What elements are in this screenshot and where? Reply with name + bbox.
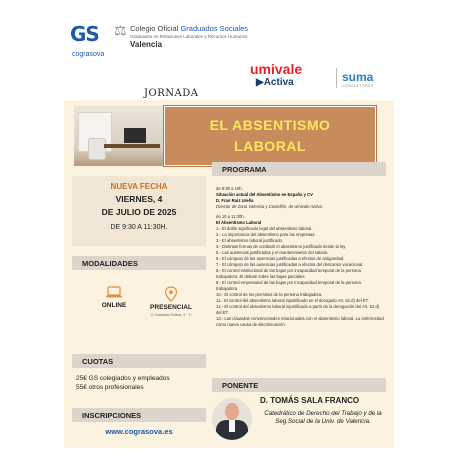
laptop-icon xyxy=(105,286,123,298)
event-type-label: JORNADA xyxy=(144,88,199,99)
program-schedule xyxy=(216,186,384,328)
program-item: 11.- El control del absentismo laboral injustificado en el derogado Art. 52.d) del ET. xyxy=(216,298,369,303)
program-item: 9.- El control empresarial de las bajas por incapacidad temporal de la persona trabajadora. xyxy=(216,280,361,291)
location-pin-icon xyxy=(164,286,178,302)
new-date-tag: NUEVA FECHA xyxy=(110,182,168,191)
program-item: 13.- Las cláusulas convencionales relacionadas con el absentismo laboral. La enfermedad como nueva causa de discriminación. xyxy=(216,316,384,327)
date-box xyxy=(72,176,206,246)
cuota-colegiados: 25€ GS colegiados y empleados xyxy=(76,375,170,382)
activa-arrow-icon: ▶ xyxy=(256,77,264,88)
org-title: Colegio Oficial Graduados Sociales xyxy=(130,24,248,33)
inscripciones-heading: INSCRIPCIONES xyxy=(72,408,206,422)
speaker-photo xyxy=(212,398,252,440)
session1-speaker-role: Director de Zona Valencia y Castellón, de Umivale Activa. xyxy=(216,204,323,209)
event-day: VIERNES, 4 xyxy=(115,194,163,204)
program-item: 3.- El absentismo laboral justificado. xyxy=(216,238,284,243)
cuota-otros: 55€ otros profesionales xyxy=(76,384,144,391)
program-item: 1.- El doble significado legal del absentismo laboral. xyxy=(216,226,313,231)
event-title-line2: LABORAL xyxy=(234,138,306,154)
cuotas-details xyxy=(76,374,170,392)
program-item: 6.- El cómputo de las ausencias justificadas a efectos de antigüedad. xyxy=(216,256,345,261)
scales-icon: ⚖ xyxy=(114,22,127,38)
umivale-logo: umivale xyxy=(250,61,303,77)
session1-time: de 9:30 a 10h. xyxy=(216,186,243,191)
presencial-label: PRESENCIAL xyxy=(150,304,192,311)
org-subtitle: Graduados en Relaciones Laborales y Recursos Humanos xyxy=(130,34,248,39)
speaker-bio: Catedrático de Derecho del Trabajo y de la Seg.Social de la Univ. de Valencia. xyxy=(264,410,382,425)
suma-logo: suma xyxy=(342,70,374,84)
program-item: 8.- El control institucional de las bajas por incapacidad temporal de la persona trabajadora. El debate sobre las bajas parciales. xyxy=(216,268,361,279)
online-option xyxy=(96,286,132,309)
speaker-name: D. TOMÁS SALA FRANCO xyxy=(260,396,360,405)
program-item: 10.- El control de los permisos de la persona trabajadora. xyxy=(216,292,323,297)
session2-time: de 10 a 11:30h. xyxy=(216,214,245,219)
activa-logo: ▶Activa xyxy=(256,77,294,88)
online-label: ONLINE xyxy=(101,302,127,309)
program-item: 7.- El cómputo de las ausencias justificadas a efectos del descanso vacacional. xyxy=(216,262,364,267)
ponente-heading: PONENTE xyxy=(212,378,386,392)
event-month: DE JULIO DE 2025 xyxy=(101,207,177,217)
header xyxy=(64,8,394,100)
suma-logo-subtitle: CONSULTORES xyxy=(342,84,374,88)
event-flyer xyxy=(64,8,394,448)
registration-link[interactable]: www.cograsova.es xyxy=(105,427,173,436)
session2-title: El Absentismo Laboral xyxy=(216,220,262,225)
modalidades-section xyxy=(72,286,206,356)
program-item: 2.- La importancia del absentismo para las empresas. xyxy=(216,232,316,237)
organization-name xyxy=(130,24,300,49)
event-time: DE 9:30 A 11:30H. xyxy=(110,224,168,231)
session1-title: Situación actual del Absentismo en España y CV xyxy=(216,192,313,197)
logo-divider xyxy=(336,68,337,88)
gs-logo-subtitle: cograsova xyxy=(72,51,105,58)
program-item: 5.- Las ausencias justificadas y el mantenimiento del salario. xyxy=(216,250,329,255)
org-city: Valencia xyxy=(130,40,163,49)
event-title-banner xyxy=(164,106,376,166)
modalidades-heading: MODALIDADES xyxy=(72,256,206,270)
presencial-option xyxy=(136,286,206,317)
gs-logo: GS xyxy=(70,22,99,46)
venue-address: C/ Grabador Esteve, 4 · 1º xyxy=(150,313,192,317)
program-item: 4.- Distintas formas de combatir el absentismo justificado desde la ley. xyxy=(216,244,347,249)
event-title-line1: EL ABSENTISMO xyxy=(209,117,331,133)
program-item: 12.- El control del absentismo laboral injustificado a partir de la derogación del Art. 52.d) del ET. xyxy=(216,304,380,315)
session1-speaker: D. Fran Ruiz Ureña xyxy=(216,198,254,203)
cuotas-heading: CUOTAS xyxy=(72,354,206,368)
office-photo xyxy=(74,106,164,166)
programa-heading: PROGRAMA xyxy=(212,162,386,176)
